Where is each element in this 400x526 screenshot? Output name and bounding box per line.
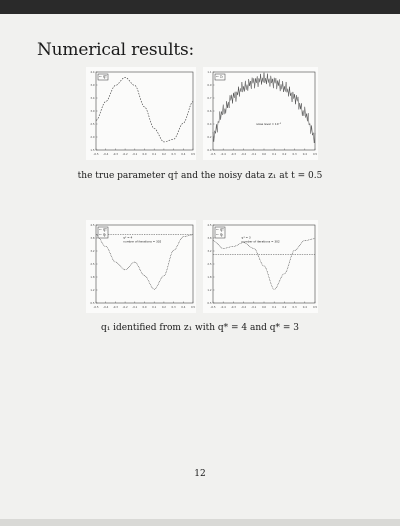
x-tick-label: 0.3 xyxy=(292,153,297,156)
legend-label: q† xyxy=(103,227,107,232)
y-tick-label: 1.1 xyxy=(207,71,212,74)
legend-label: q† xyxy=(103,74,107,79)
legend-label: q† xyxy=(220,227,224,232)
plot-identified-q3-svg xyxy=(203,220,318,313)
series-z1-noisy-line xyxy=(213,73,315,143)
x-tick-label: 0.5 xyxy=(312,153,318,156)
x-tick-label: -0.2 xyxy=(122,153,128,156)
x-tick-label: 0.4 xyxy=(302,306,307,309)
y-tick-label: 1.8 xyxy=(90,276,95,279)
x-tick-label: -0.4 xyxy=(103,306,109,309)
series-q1-line xyxy=(213,239,315,290)
y-tick-label: 3.4 xyxy=(90,97,95,100)
plot-identified-q3 xyxy=(203,220,318,313)
y-tick-label: 1.2 xyxy=(90,289,95,292)
y-tick-label: 4.5 xyxy=(90,224,95,227)
x-tick-label: -0.3 xyxy=(230,153,236,156)
x-tick-label: 0.2 xyxy=(282,306,287,309)
x-tick-label: -0.5 xyxy=(210,306,216,309)
y-tick-label: 2.5 xyxy=(90,123,95,126)
x-tick-label: 0.3 xyxy=(171,306,176,309)
y-tick-label: 3.2 xyxy=(90,250,95,253)
x-tick-label: 0.3 xyxy=(292,306,297,309)
legend-label: q₁ xyxy=(220,232,224,237)
x-tick-label: -0.4 xyxy=(220,306,226,309)
y-tick-label: 0.6 xyxy=(207,110,212,113)
y-tick-label: 1.8 xyxy=(207,276,212,279)
x-tick-label: -0.3 xyxy=(230,306,236,309)
y-tick-label: 0.4 xyxy=(207,123,212,126)
plot-noisy-data-svg xyxy=(203,67,318,160)
y-tick-label: 3.8 xyxy=(90,237,95,240)
y-tick-label: 0.2 xyxy=(207,136,212,139)
x-tick-label: -0.1 xyxy=(251,153,257,156)
plot-identified-q4-svg xyxy=(86,220,196,313)
plot-true-parameter-svg xyxy=(86,67,196,160)
plot-frame xyxy=(213,72,315,150)
x-tick-label: -0.4 xyxy=(103,153,109,156)
y-tick-label: 0.5 xyxy=(90,302,95,305)
x-tick-label: 0.0 xyxy=(142,153,147,156)
x-tick-label: -0.2 xyxy=(241,306,247,309)
plot-frame xyxy=(213,225,315,303)
y-tick-label: 0.0 xyxy=(207,149,212,152)
page-number: 12 xyxy=(194,469,206,479)
x-tick-label: -0.1 xyxy=(251,306,257,309)
y-tick-label: 0.7 xyxy=(207,97,212,100)
y-tick-label: 3.0 xyxy=(90,110,95,113)
annotation-line: number of iterations = 302 xyxy=(241,239,280,244)
y-tick-label: 1.2 xyxy=(207,289,212,292)
annotation-line: number of iterations = 302 xyxy=(123,239,162,244)
x-tick-label: -0.1 xyxy=(132,306,138,309)
x-tick-label: 0.0 xyxy=(142,306,147,309)
figure-caption-bottom: q₁ identified from z₁ with q* = 4 and q* = 3 xyxy=(100,323,300,333)
y-tick-label: 0.5 xyxy=(207,302,212,305)
legend-label: z₁ xyxy=(220,74,224,79)
scan-bottom-edge xyxy=(0,519,400,526)
scan-top-border xyxy=(0,0,400,14)
y-tick-label: 0.9 xyxy=(207,84,212,87)
x-tick-label: 0.4 xyxy=(302,153,307,156)
y-tick-label: 1.5 xyxy=(90,149,95,152)
x-tick-label: -0.2 xyxy=(241,153,247,156)
y-tick-label: 2.0 xyxy=(90,136,95,139)
y-tick-label: 2.5 xyxy=(90,263,95,266)
plot-true-parameter xyxy=(86,67,196,160)
plot-frame xyxy=(96,72,193,150)
y-tick-label: 3.2 xyxy=(207,250,212,253)
x-tick-label: 0.0 xyxy=(261,306,267,309)
x-tick-label: -0.2 xyxy=(122,306,128,309)
x-tick-label: -0.4 xyxy=(220,153,226,156)
x-tick-label: 0.2 xyxy=(161,306,166,309)
series-q-dagger-line xyxy=(96,74,193,142)
x-tick-label: 0.0 xyxy=(261,153,267,156)
x-tick-label: 0.1 xyxy=(272,306,277,309)
section-heading: Numerical results: xyxy=(37,40,195,60)
annotation-line: q* = 3 xyxy=(241,235,251,240)
x-tick-label: -0.3 xyxy=(112,306,118,309)
x-tick-label: 0.1 xyxy=(272,153,277,156)
x-tick-label: 0.3 xyxy=(171,153,176,156)
legend-label: q₁ xyxy=(103,232,107,237)
y-tick-label: 4.4 xyxy=(90,71,95,74)
x-tick-label: 0.5 xyxy=(312,306,318,309)
annotation-noise-level: noise level ≈ 10⁻² xyxy=(255,122,282,127)
x-tick-label: 0.2 xyxy=(282,153,287,156)
x-tick-label: -0.5 xyxy=(93,306,99,309)
x-tick-label: 0.2 xyxy=(161,153,166,156)
x-tick-label: 0.4 xyxy=(181,306,186,309)
y-tick-label: 3.9 xyxy=(90,84,95,87)
x-tick-label: 0.1 xyxy=(152,306,157,309)
figure-caption-top: the true parameter q† and the noisy data z₁ at t = 0.5 xyxy=(77,171,323,181)
plot-frame xyxy=(96,225,193,303)
x-tick-label: -0.5 xyxy=(93,153,99,156)
x-tick-label: 0.1 xyxy=(152,153,157,156)
annotation-line: q* = 4 xyxy=(123,235,133,240)
y-tick-label: 3.8 xyxy=(207,237,212,240)
x-tick-label: -0.5 xyxy=(210,153,216,156)
x-tick-label: -0.1 xyxy=(132,153,138,156)
y-tick-label: 2.5 xyxy=(207,263,212,266)
plot-identified-q4 xyxy=(86,220,196,313)
y-tick-label: 4.5 xyxy=(207,224,212,227)
x-tick-label: 0.5 xyxy=(190,153,196,156)
x-tick-label: 0.5 xyxy=(190,306,196,309)
x-tick-label: -0.3 xyxy=(112,153,118,156)
plot-noisy-data xyxy=(203,67,318,160)
x-tick-label: 0.4 xyxy=(181,153,186,156)
